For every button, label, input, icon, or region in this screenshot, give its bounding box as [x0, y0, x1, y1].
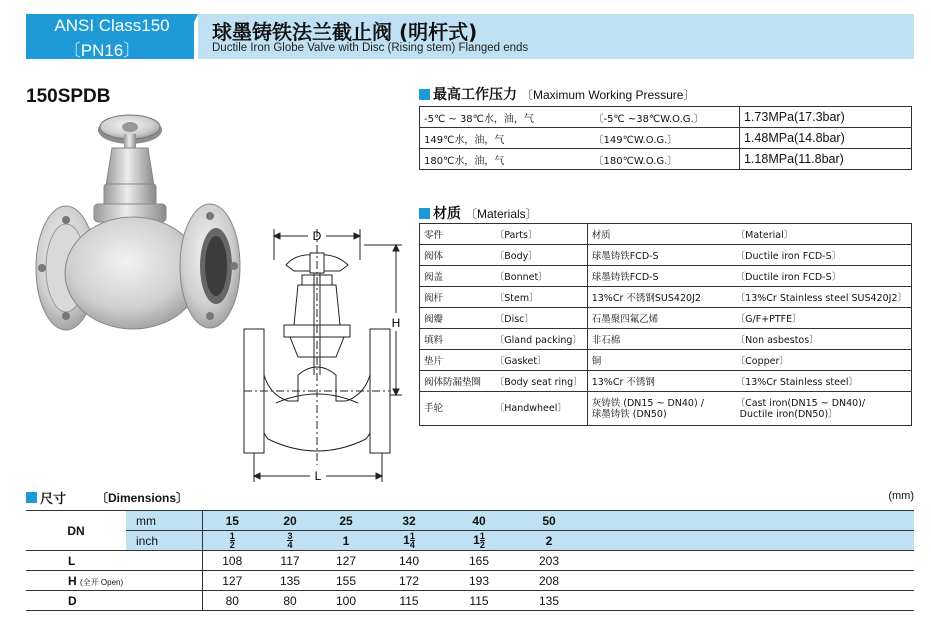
dn-inch-value: $\frac{1}{2}$ — [202, 531, 262, 551]
dim-value: 127 — [318, 551, 374, 571]
material-cn-line: 球墨铸铁 (DN50) — [591, 408, 667, 420]
material-cn: 球墨铸铁FCD-S — [587, 266, 731, 287]
pressure-value: 1.48MPa(14.8bar) — [740, 128, 912, 149]
material-en: 〔Copper〕 — [732, 350, 912, 371]
dim-value: 80 — [262, 591, 318, 611]
part-en: 〔Disc〕 — [491, 308, 587, 329]
dim-value: 80 — [202, 591, 262, 611]
row-label-note: (全开 Open) — [80, 577, 124, 587]
material-en: 〔13%Cr Stainless steel〕 — [732, 371, 912, 392]
part-en: 〔Body seat ring〕 — [491, 371, 587, 392]
row-label — [26, 591, 202, 611]
row-label-text: D — [68, 593, 77, 608]
dn-label: DN — [26, 511, 126, 551]
part-cn: 阀盖 — [420, 266, 491, 287]
table-row — [26, 551, 914, 571]
materials-table — [419, 223, 912, 426]
dim-value: 208 — [514, 571, 584, 591]
part-en: 〔Handwheel〕 — [491, 392, 587, 426]
part-cn: 手轮 — [420, 392, 491, 426]
class-label: ANSI Class150 — [54, 16, 170, 35]
valve-dimension-drawing — [236, 225, 416, 485]
row-label — [26, 551, 202, 571]
spacer-cell — [584, 571, 914, 591]
table-row — [420, 128, 912, 149]
valve-photo — [28, 108, 254, 348]
pressure-condition: 180℃水，油，气 — [420, 149, 590, 170]
material-en: 〔G/F+PTFE〕 — [732, 308, 912, 329]
pressure-value: 1.73MPa(17.3bar) — [740, 107, 912, 128]
header-part-cn: 零件 — [420, 224, 491, 245]
dim-value: 165 — [444, 551, 514, 571]
dn-mm-value: 20 — [262, 511, 318, 531]
dn-inch-value: 1 $\frac{1}{4}$ — [374, 531, 444, 551]
dn-inch-row — [26, 531, 914, 551]
square-bullet-icon — [419, 208, 430, 219]
part-en: 〔Gasket〕 — [491, 350, 587, 371]
table-row — [420, 266, 912, 287]
dim-value: 117 — [262, 551, 318, 571]
spacer-cell — [584, 551, 914, 571]
drawing-label-l: L — [314, 469, 322, 483]
header-material-cn: 材质 — [587, 224, 731, 245]
material-cn: 石墨聚四氟乙烯 — [587, 308, 731, 329]
row-label-text: L — [68, 553, 76, 568]
header-material-en: 〔Material〕 — [732, 224, 912, 245]
dim-value: 203 — [514, 551, 584, 571]
table-row — [420, 107, 912, 128]
dimensions-heading-cn: 尺寸 — [40, 492, 67, 507]
material-cn: 非石棉 — [587, 329, 731, 350]
material-en: 〔13%Cr Stainless steel SUS420J2〕 — [732, 287, 912, 308]
table-row — [420, 287, 912, 308]
model-number: 150SPDB — [26, 86, 111, 107]
dim-value: 115 — [374, 591, 444, 611]
dim-value: 140 — [374, 551, 444, 571]
part-en: 〔Bonnet〕 — [491, 266, 587, 287]
dim-value: 100 — [318, 591, 374, 611]
material-en-line: 〔Cast iron(DN15 ~ DN40)/ — [735, 397, 866, 409]
dimensions-table — [26, 510, 914, 611]
part-en: 〔Stem〕 — [491, 287, 587, 308]
spacer-cell — [584, 511, 914, 531]
square-bullet-icon — [26, 492, 37, 503]
pressure-heading-cn: 最高工作压力 — [433, 87, 517, 103]
materials-heading-en: 〔Materials〕 — [465, 206, 538, 221]
table-row — [420, 308, 912, 329]
dim-value: 135 — [262, 571, 318, 591]
spacer-cell — [584, 591, 914, 611]
row-label-text: H — [68, 573, 77, 588]
dim-value: 115 — [444, 591, 514, 611]
material-cn: 球墨铸铁FCD-S — [587, 245, 731, 266]
dim-value: 172 — [374, 571, 444, 591]
page-title: 球墨铸铁法兰截止阀 (明杆式) — [212, 20, 478, 44]
dim-value: 108 — [202, 551, 262, 571]
dn-inch-value: 1 $\frac{1}{2}$ — [444, 531, 514, 551]
table-row — [420, 350, 912, 371]
table-row — [420, 392, 912, 426]
pressure-condition-en: 〔180℃W.O.G.〕 — [590, 149, 740, 170]
pressure-heading-en: 〔Maximum Working Pressure〕 — [521, 87, 696, 102]
table-row — [420, 329, 912, 350]
dn-mm-value: 15 — [202, 511, 262, 531]
part-cn: 阀杆 — [420, 287, 491, 308]
table-row — [420, 149, 912, 170]
part-en: 〔Gland packing〕 — [491, 329, 587, 350]
dn-mm-value: 32 — [374, 511, 444, 531]
part-cn: 阀体防漏垫圈 — [420, 371, 491, 392]
pressure-condition: 149℃水，油，气 — [420, 128, 590, 149]
row-label — [26, 571, 202, 591]
dim-value: 135 — [514, 591, 584, 611]
material-en: 〔Non asbestos〕 — [732, 329, 912, 350]
square-bullet-icon — [419, 89, 430, 100]
dn-inch-value: 1 — [318, 531, 374, 551]
dn-mm-value: 50 — [514, 511, 584, 531]
pressure-table — [419, 106, 912, 170]
material-en: 〔Ductile iron FCD-S〕 — [732, 245, 912, 266]
table-header-row — [420, 224, 912, 245]
part-cn: 阀体 — [420, 245, 491, 266]
header-part-en: 〔Parts〕 — [491, 224, 587, 245]
material-en: 〔Ductile iron FCD-S〕 — [732, 266, 912, 287]
dim-value: 155 — [318, 571, 374, 591]
part-cn: 阀瓣 — [420, 308, 491, 329]
material-en — [732, 392, 912, 426]
pressure-condition: -5℃ ~ 38℃水，油，气 — [420, 107, 590, 128]
table-row — [420, 371, 912, 392]
material-cn — [587, 392, 731, 426]
part-cn: 填料 — [420, 329, 491, 350]
drawing-label-d: D — [312, 229, 322, 243]
dn-inch-value: 2 — [514, 531, 584, 551]
material-en-line: Ductile iron(DN50)〕 — [739, 408, 838, 420]
dn-inch-value: $\frac{3}{4}$ — [262, 531, 318, 551]
dn-mm-value: 25 — [318, 511, 374, 531]
materials-heading-cn: 材质 — [433, 206, 461, 222]
pressure-value: 1.18MPa(11.8bar) — [740, 149, 912, 170]
material-cn: 铜 — [587, 350, 731, 371]
pressure-heading — [419, 84, 695, 104]
table-row — [26, 571, 914, 591]
part-en: 〔Body〕 — [491, 245, 587, 266]
drawing-label-h: H — [391, 316, 401, 330]
dn-mm-value: 40 — [444, 511, 514, 531]
unit-note: (mm) — [888, 490, 914, 502]
pressure-condition-en: 〔149℃W.O.G.〕 — [590, 128, 740, 149]
material-cn: 13%Cr 不锈钢 — [587, 371, 731, 392]
spacer-cell — [584, 531, 914, 551]
page-subtitle: Ductile Iron Globe Valve with Disc (Rising stem) Flanged ends — [212, 42, 529, 54]
dim-value: 127 — [202, 571, 262, 591]
mm-label: mm — [126, 511, 202, 531]
table-row — [26, 591, 914, 611]
pressure-condition-en: 〔-5℃ ~38℃W.O.G.〕 — [590, 107, 740, 128]
dimensions-heading — [26, 488, 188, 507]
material-cn: 13%Cr 不锈钢SUS420J2 — [587, 287, 731, 308]
dimensions-heading-en: 〔Dimensions〕 — [96, 491, 189, 505]
part-cn: 垫片 — [420, 350, 491, 371]
pn-label: 〔PN16〕 — [63, 41, 141, 60]
material-cn-line: 灰铸铁 (DN15 ~ DN40) / — [591, 397, 704, 409]
table-row — [420, 245, 912, 266]
inch-label: inch — [126, 531, 202, 551]
dn-mm-row — [26, 511, 914, 531]
materials-heading — [419, 203, 538, 223]
dim-value: 193 — [444, 571, 514, 591]
